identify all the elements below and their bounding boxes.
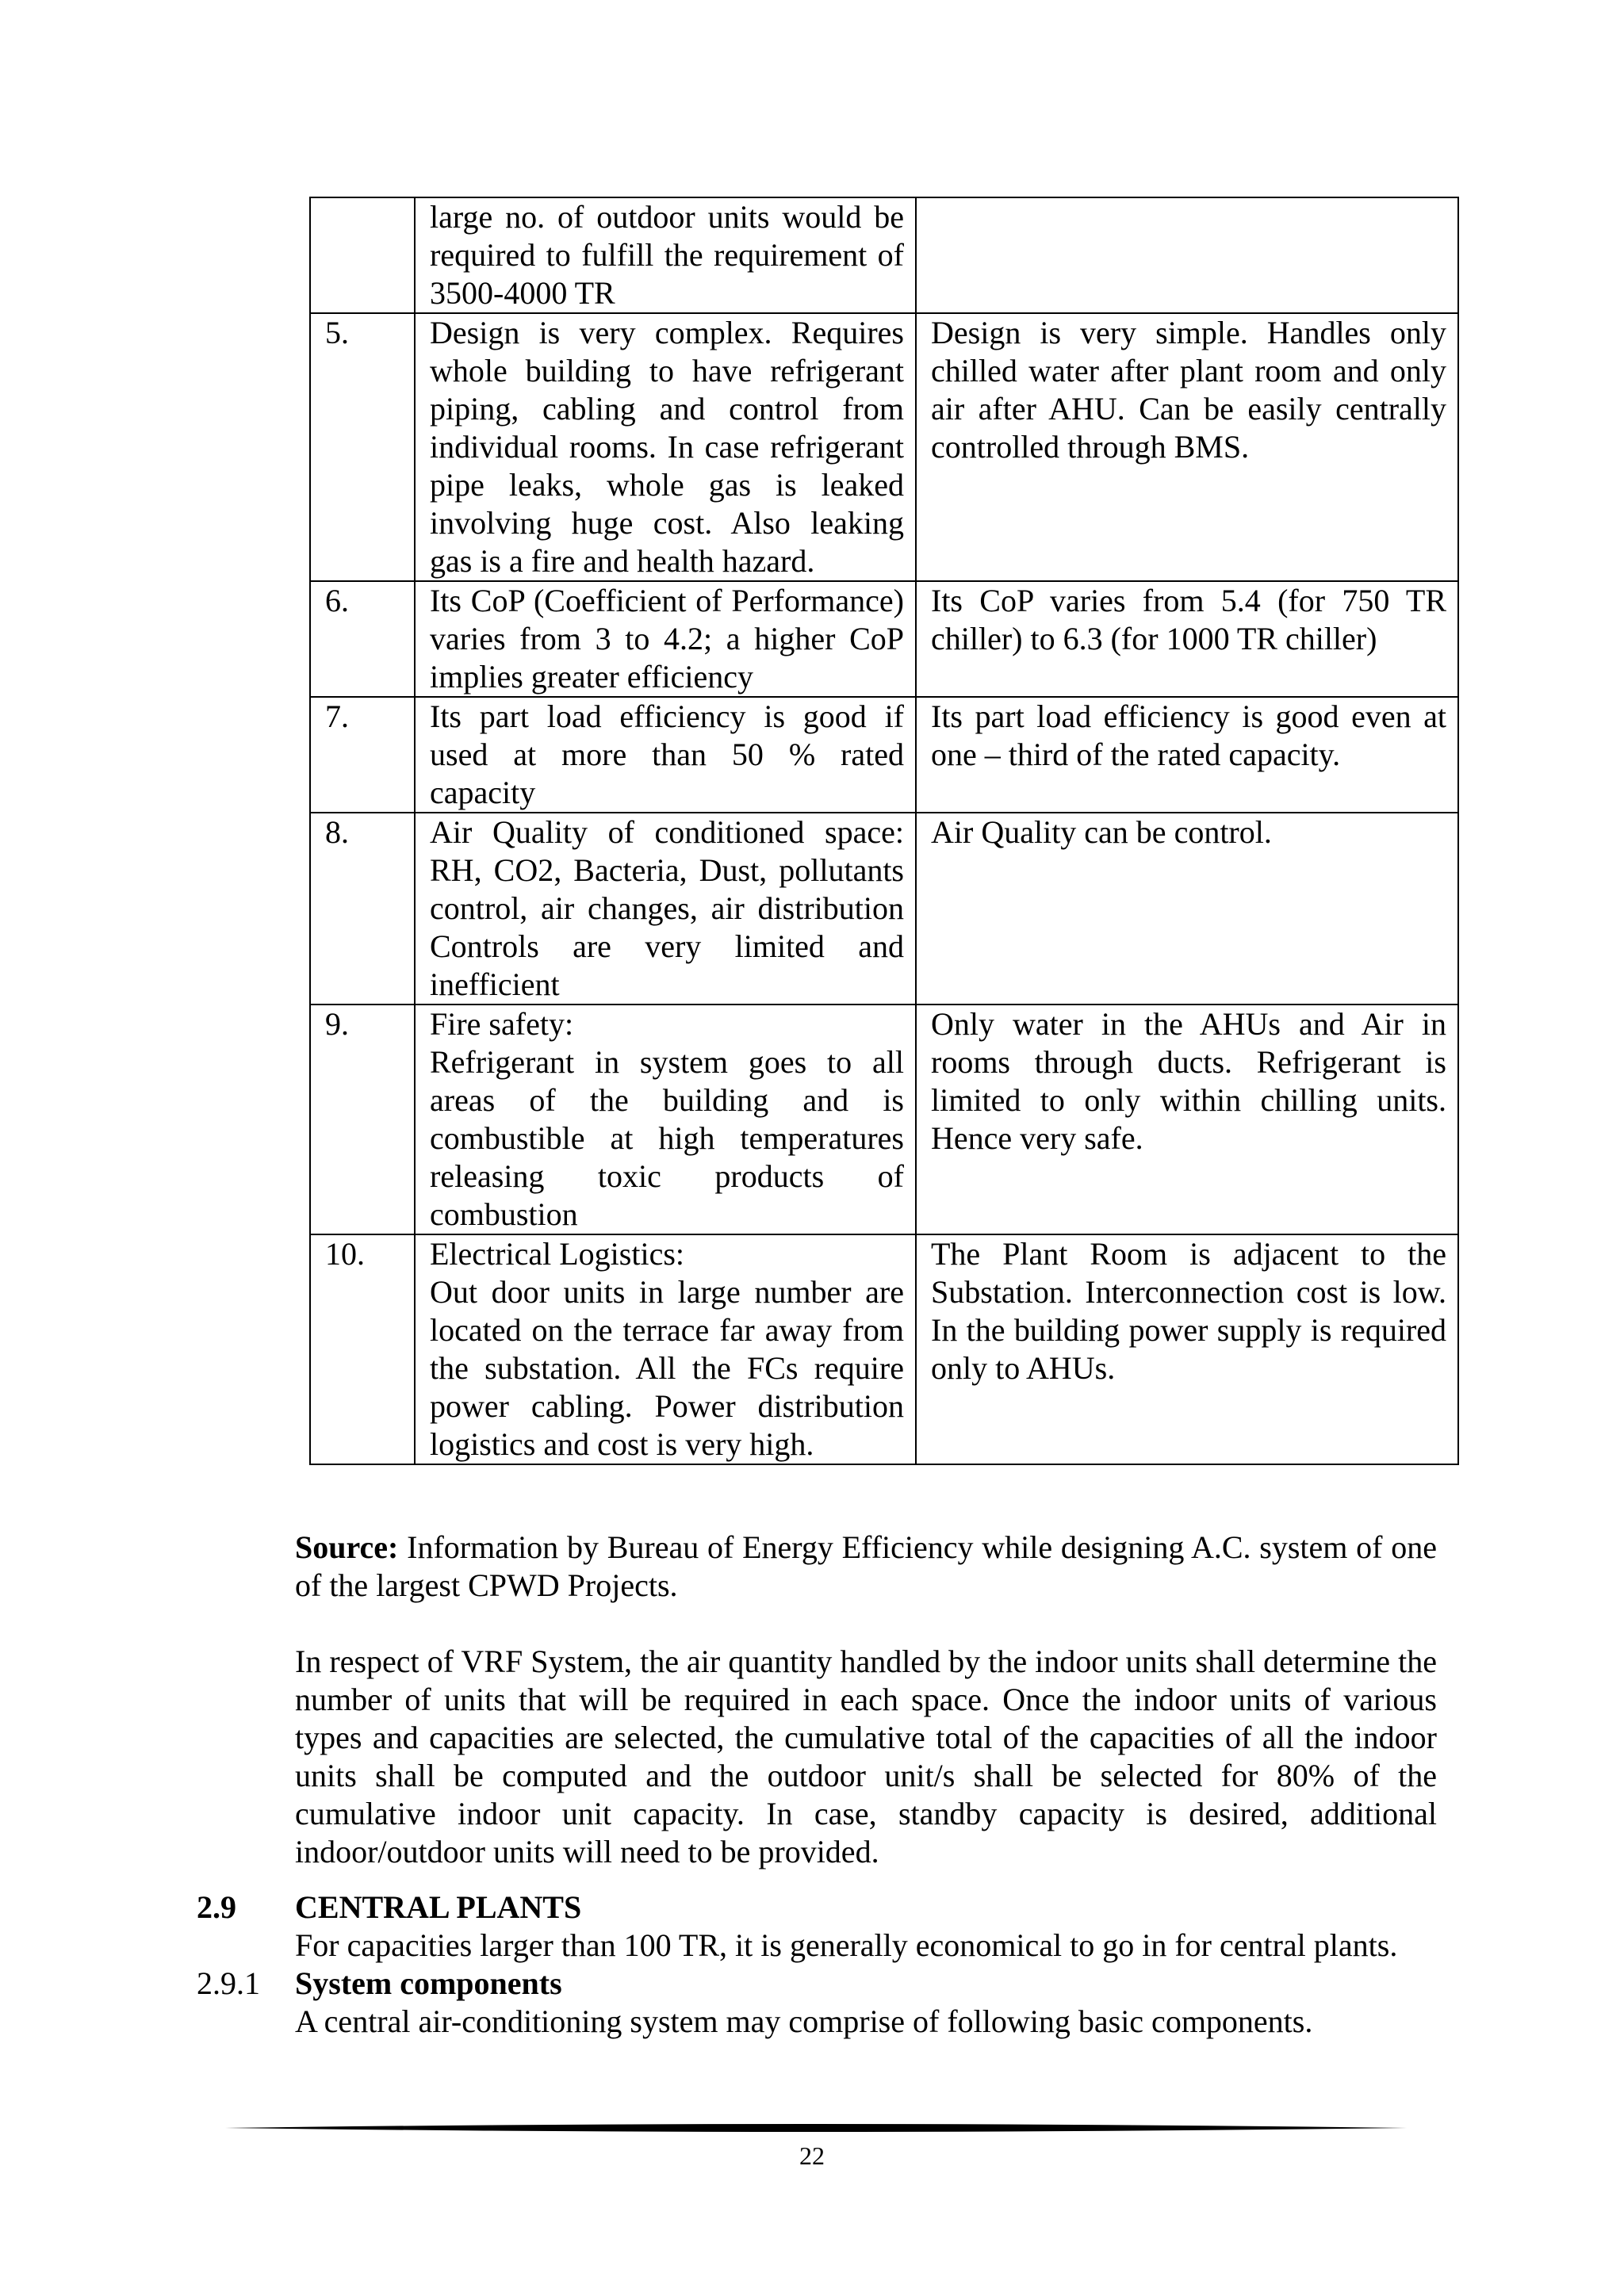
- table-row: [310, 313, 1458, 581]
- table-row: [310, 581, 1458, 697]
- vrf-cell: Design is very complex. Requires whole building to have refrigerant piping, cabling and control from individual rooms. In case refrigerant pipe leaks, whole gas is leaked involving huge cost. Also leaking gas is a fire and health hazard.: [415, 313, 916, 581]
- row-number: 7.: [310, 697, 415, 813]
- footer-divider: [225, 2122, 1407, 2134]
- vrf-cell: [415, 1004, 916, 1234]
- row-number: [310, 197, 415, 313]
- section-title: CENTRAL PLANTS: [295, 1889, 582, 1925]
- table-row: [310, 813, 1458, 1004]
- source-note: [295, 1529, 1437, 1605]
- row-number: 5.: [310, 313, 415, 581]
- central-cell: Its part load efficiency is good even at one – third of the rated capacity.: [916, 697, 1458, 813]
- central-cell: Its CoP varies from 5.4 (for 750 TR chiller) to 6.3 (for 1000 TR chiller): [916, 581, 1458, 697]
- central-cell: Air Quality can be control.: [916, 813, 1458, 1004]
- central-cell: Only water in the AHUs and Air in rooms through ducts. Refrigerant is limited to only within chilling units. Hence very safe.: [916, 1004, 1458, 1234]
- cell-title: Electrical Logistics:: [430, 1236, 684, 1272]
- vrf-cell: Its part load efficiency is good if used at more than 50 % rated capacity: [415, 697, 916, 813]
- table-row: [310, 197, 1458, 313]
- section-number: 2.9: [197, 1889, 236, 1925]
- row-number: 6.: [310, 581, 415, 697]
- row-number: 9.: [310, 1004, 415, 1234]
- source-text: Information by Bureau of Energy Efficiency while designing A.C. system of one of the largest CPWD Projects.: [295, 1529, 1438, 1603]
- vrf-paragraph: In respect of VRF System, the air quantity handled by the indoor units shall determine the number of units that will be required in each space. Once the indoor units of various types and capacities are selected, the cumulative total of the capacities of all the indoor units shall be computed and the outdoor unit/s shall be selected for 80% of the cumulative indoor unit capacity. In case, standby capacity is desired, additional indoor/outdoor units will need to be provided.: [295, 1644, 1437, 1869]
- cell-title: Fire safety:: [430, 1006, 574, 1042]
- section-text: For capacities larger than 100 TR, it is generally economical to go in for central plants.: [295, 1927, 1398, 1963]
- subsection-number: 2.9.1: [197, 1965, 260, 2001]
- subsection-title: System components: [295, 1965, 562, 2001]
- vrf-cell: [415, 1234, 916, 1464]
- table-row: [310, 1004, 1458, 1234]
- source-label: Source:: [295, 1529, 399, 1565]
- row-number: 10.: [310, 1234, 415, 1464]
- cell-text: Out door units in large number are located on the terrace far away from the substation. All the FCs require power cabling. Power distribution logistics and cost is very high.: [430, 1274, 904, 1462]
- vrf-cell: large no. of outdoor units would be required to fulfill the requirement of 3500-4000 TR: [415, 197, 916, 313]
- central-cell: The Plant Room is adjacent to the Substation. Interconnection cost is low. In the building power supply is required only to AHUs.: [916, 1234, 1458, 1464]
- central-cell: Design is very simple. Handles only chilled water after plant room and only air after AHU. Can be easily centrally controlled through BMS.: [916, 313, 1458, 581]
- table-row: [310, 1234, 1458, 1464]
- row-number: 8.: [310, 813, 415, 1004]
- cell-text: Refrigerant in system goes to all areas of the building and is combustible at high temperatures releasing toxic products of combustion: [430, 1044, 904, 1232]
- comparison-table: [309, 197, 1459, 1465]
- vrf-cell: Its CoP (Coefficient of Performance) varies from 3 to 4.2; a higher CoP implies greater efficiency: [415, 581, 916, 697]
- page-number: 22: [799, 2141, 825, 2170]
- subsection-text: A central air-conditioning system may comprise of following basic components.: [295, 2003, 1313, 2039]
- vrf-cell: Air Quality of conditioned space: RH, CO2, Bacteria, Dust, pollutants control, air changes, air distribution Controls are very limited and inefficient: [415, 813, 916, 1004]
- table-row: [310, 697, 1458, 813]
- central-cell: [916, 197, 1458, 313]
